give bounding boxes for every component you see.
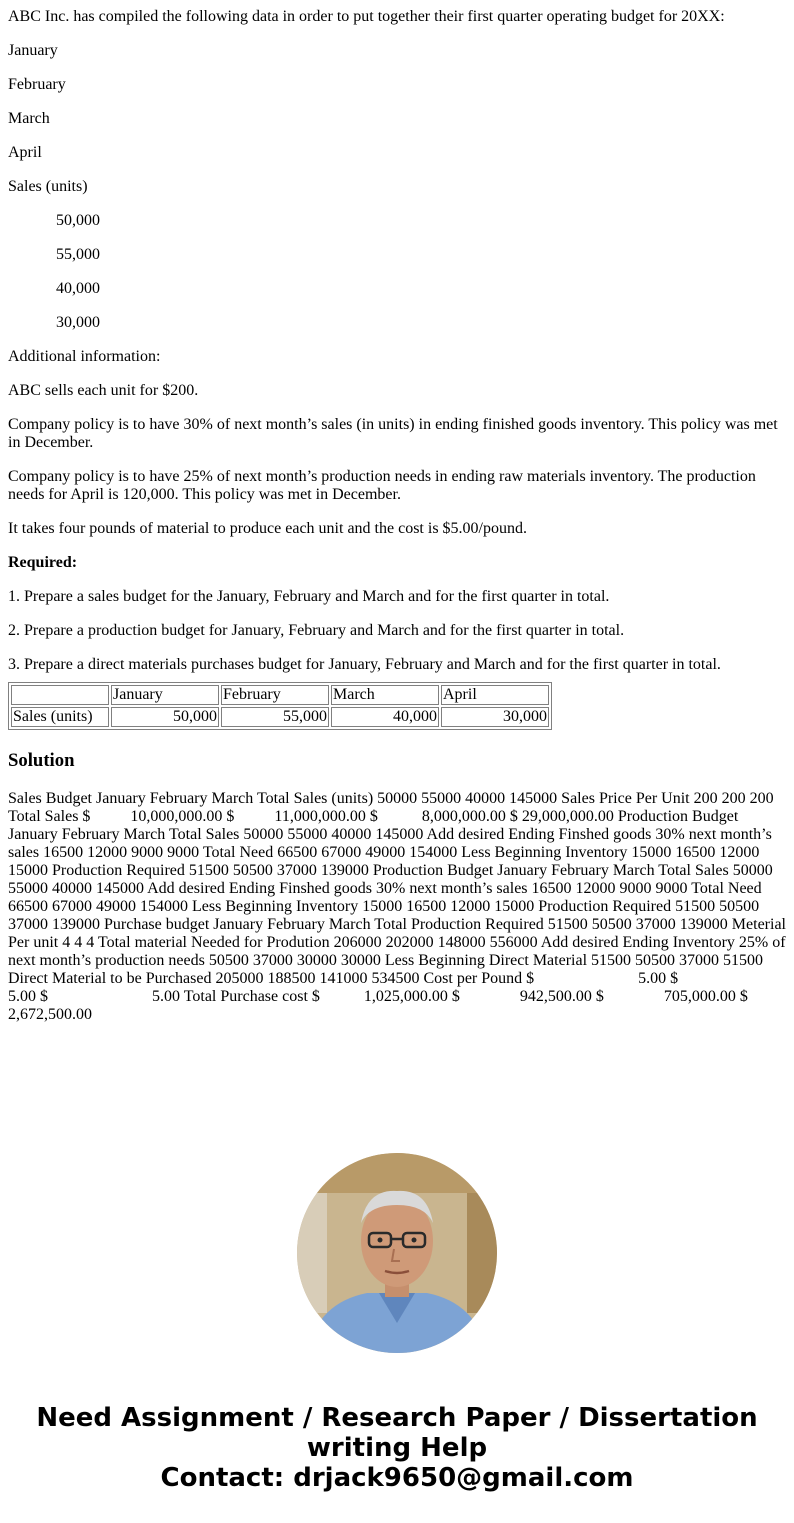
banner-line-1: Need Assignment / Research Paper / Dissertation bbox=[36, 1403, 758, 1433]
table-header-cell: January bbox=[111, 685, 219, 705]
info-raw-materials-policy: Company policy is to have 25% of next month’s production needs in ending raw materials inventory. The production needs for April is 120,000. This policy was met in December. bbox=[8, 468, 756, 503]
requirement-1: 1. Prepare a sales budget for the January, February and March and for the first quarter in total. bbox=[8, 588, 610, 605]
document-body bbox=[8, 8, 790, 1024]
table-row bbox=[11, 707, 549, 727]
sales-units-label: Sales (units) bbox=[8, 178, 88, 195]
table-row-label: Sales (units) bbox=[11, 707, 109, 727]
solution-heading: Solution bbox=[8, 750, 75, 771]
required-label: Required: bbox=[8, 554, 78, 571]
table-header-cell: March bbox=[331, 685, 439, 705]
table-header-cell: April bbox=[441, 685, 549, 705]
table-header-cell: February bbox=[221, 685, 329, 705]
contact-banner bbox=[0, 1403, 794, 1493]
intro-text: ABC Inc. has compiled the following data in order to put together their first quarter operating budget for 20XX: bbox=[8, 8, 725, 25]
sales-value-april: 30,000 bbox=[56, 314, 100, 331]
table-cell: 55,000 bbox=[221, 707, 329, 727]
info-material-cost: It takes four pounds of material to produce each unit and the cost is $5.00/pound. bbox=[8, 520, 527, 537]
banner-contact-line: Contact: drjack9650@gmail.com bbox=[160, 1463, 634, 1493]
table-cell: 30,000 bbox=[441, 707, 549, 727]
banner-line-2: writing Help bbox=[306, 1433, 488, 1463]
info-unit-price: ABC sells each unit for $200. bbox=[8, 382, 199, 399]
sales-value-march: 40,000 bbox=[56, 280, 100, 297]
table-cell: 50,000 bbox=[111, 707, 219, 727]
solution-text: Sales Budget January February March Total Sales (units) 50000 55000 40000 145000 Sales Price Per Unit 200 200 200 Total Sales $ 10,000,000.00 $ 11,000,000.00 $ 8,000,000.00 $ 29,000,000.00 Production Budget January February March Total Sales 50000 55000 40000 145000 Add desired Ending Finshed goods 30% next month’s sales 16500 12000 9000 9000 Total Need 66500 67000 49000 154000 Less Beginning Inventory 15000 16500 12000 15000 Production Required 51500 50500 37000 139000 Production Budget January February March Total Sales 50000 55000 40000 145000 Add desired Ending Finshed goods 30% next month’s sales 16500 12000 9000 9000 Total Need 66500 67000 49000 154000 Less Beginning Inventory 15000 16500 12000 15000 Production Required 51500 50500 37000 139000 Purchase budget January February March Total Production Required 51500 50500 37000 139000 Meterial Per unit 4 4 4 Total material Needed for Prodution 206000 202000 148000 556000 Add desired Ending Inventory 25% of next month’s production needs 50500 37000 30000 30000 Less Beginning Direct Material 51500 50500 37000 51500 Direct Material to be Purchased 205000 188500 141000 534500 Cost per Pound $ 5.00 $ 5.00 $ 5.00 Total Purchase cost $ 1,025,000.00 $ 942,500.00 $ 705,000.00 $ 2,672,500.00 bbox=[8, 790, 790, 1023]
month-february: February bbox=[8, 76, 66, 93]
additional-info-label: Additional information: bbox=[8, 348, 161, 365]
sales-value-february: 55,000 bbox=[56, 246, 100, 263]
requirement-3: 3. Prepare a direct materials purchases budget for January, February and March and for the first quarter in total. bbox=[8, 656, 721, 673]
author-avatar bbox=[297, 1153, 497, 1353]
table-header-cell bbox=[11, 685, 109, 705]
table-header-row bbox=[11, 685, 549, 705]
month-january: January bbox=[8, 42, 58, 59]
table-cell: 40,000 bbox=[331, 707, 439, 727]
requirement-2: 2. Prepare a production budget for January, February and March and for the first quarter in total. bbox=[8, 622, 625, 639]
sales-value-january: 50,000 bbox=[56, 212, 100, 229]
month-march: March bbox=[8, 110, 50, 127]
sales-table bbox=[8, 682, 552, 730]
month-april: April bbox=[8, 144, 42, 161]
info-finished-goods-policy: Company policy is to have 30% of next month’s sales (in units) in ending finished goods inventory. This policy was met in December. bbox=[8, 416, 778, 451]
